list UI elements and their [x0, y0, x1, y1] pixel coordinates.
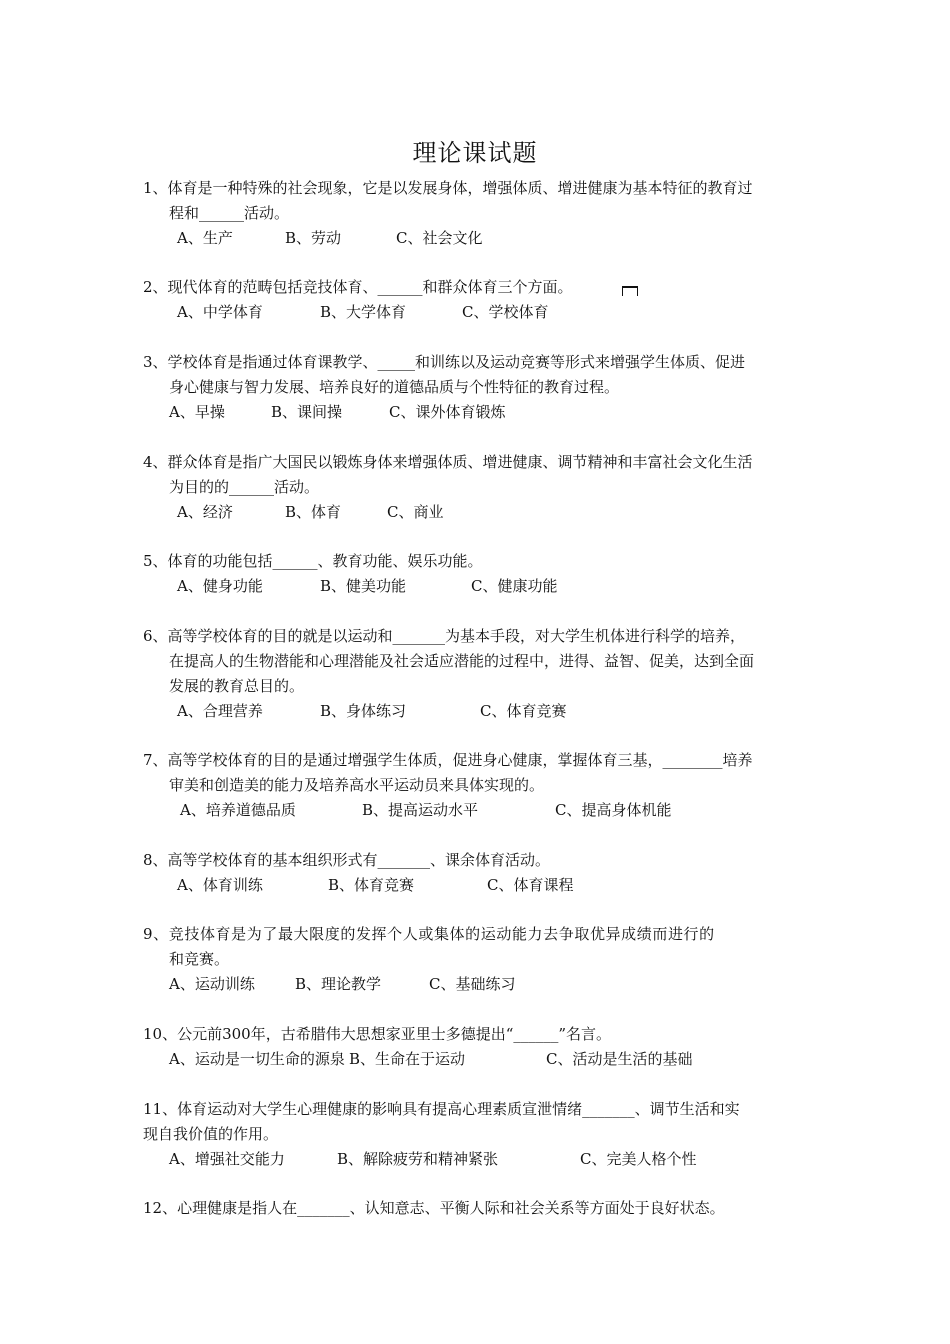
- option-c: C、完美人格个性: [580, 1150, 697, 1168]
- edit-mark-icon: [622, 286, 638, 296]
- question-text: 11、体育运动对大学生心理健康的影响具有提高心理素质宣泄情绪_______、调节生活和实: [143, 1100, 740, 1118]
- option-a: A、运动训练: [169, 975, 255, 993]
- option-b: B、体育竞赛: [328, 876, 415, 894]
- option-a: A、生产: [177, 229, 233, 247]
- option-a: A、健身功能: [177, 577, 263, 595]
- question-text: 9、竞技体育是为了最大限度的发挥个人或集体的运动能力去争取优异成绩而进行的: [143, 925, 715, 943]
- question-text: 为目的的______活动。: [169, 478, 320, 496]
- option-a: A、中学体育: [177, 303, 263, 321]
- option-a: A、体育训练: [177, 876, 263, 894]
- question-text: 程和______活动。: [169, 204, 290, 222]
- option-c: C、体育竞赛: [480, 702, 567, 720]
- option-b: B、课间操: [271, 403, 343, 421]
- option-a: A、早操: [169, 403, 225, 421]
- option-a: A、合理营养: [177, 702, 263, 720]
- option-b: B、解除疲劳和精神紧张: [337, 1150, 499, 1168]
- option-c: C、社会文化: [396, 229, 483, 247]
- option-b: B、劳动: [285, 229, 342, 247]
- question-text: 8、高等学校体育的基本组织形式有_______、课余体育活动。: [143, 851, 551, 869]
- question-text: 和竞赛。: [169, 950, 230, 968]
- question-text: 5、体育的功能包括______、教育功能、娱乐功能。: [143, 552, 483, 570]
- question-text: 1、体育是一种特殊的社会现象，它是以发展身体，增强体质、增进健康为基本特征的教育过: [143, 179, 753, 197]
- option-a: A、运动是一切生命的源泉: [169, 1050, 345, 1068]
- question-text: 6、高等学校体育的目的就是以运动和_______为基本手段，对大学生机体进行科学的培养，: [143, 627, 746, 645]
- question-text: 发展的教育总目的。: [169, 677, 305, 695]
- question-text: 身心健康与智力发展、培养良好的道德品质与个性特征的教育过程。: [169, 378, 620, 396]
- option-a: A、增强社交能力: [169, 1150, 285, 1168]
- option-c: C、商业: [387, 503, 444, 521]
- question-text: 在提高人的生物潜能和心理潜能及社会适应潜能的过程中，进得、益智、促美，达到全面: [169, 652, 755, 670]
- question-text: 3、学校体育是指通过体育课教学、_____和训练以及运动竞赛等形式来增强学生体质、促进: [143, 353, 746, 371]
- option-a: A、经济: [177, 503, 233, 521]
- option-c: C、活动是生活的基础: [546, 1050, 693, 1068]
- question-text: 审美和创造美的能力及培养高水平运动员来具体实现的。: [169, 776, 545, 794]
- option-c: C、健康功能: [471, 577, 558, 595]
- question-text: 现自我价值的作用。: [143, 1125, 279, 1143]
- option-c: C、学校体育: [462, 303, 549, 321]
- option-b: B、体育: [285, 503, 342, 521]
- option-b: B、理论教学: [295, 975, 382, 993]
- page-title: 理论课试题: [412, 139, 538, 167]
- question-text: 2、现代体育的范畴包括竞技体育、______和群众体育三个方面。: [143, 278, 573, 296]
- option-c: C、基础练习: [429, 975, 516, 993]
- question-text: 7、高等学校体育的目的是通过增强学生体质，促进身心健康，掌握体育三基，________培养: [143, 751, 753, 769]
- option-b: B、大学体育: [320, 303, 407, 321]
- option-a: A、培养道德品质: [180, 801, 296, 819]
- option-c: C、体育课程: [487, 876, 574, 894]
- option-c: C、提高身体机能: [555, 801, 672, 819]
- option-c: C、课外体育锻炼: [389, 403, 506, 421]
- option-b: B、生命在于运动: [349, 1050, 466, 1068]
- question-text: 4、群众体育是指广大国民以锻炼身体来增强体质、增进健康、调节精神和丰富社会文化生活: [143, 453, 753, 471]
- option-b: B、身体练习: [320, 702, 407, 720]
- option-b: B、提高运动水平: [362, 801, 479, 819]
- question-text: 12、心理健康是指人在_______、认知意志、平衡人际和社会关系等方面处于良好状态。: [143, 1199, 725, 1217]
- option-b: B、健美功能: [320, 577, 407, 595]
- question-text: 10、公元前300年，古希腊伟大思想家亚里士多德提出“______”名言。: [143, 1025, 612, 1043]
